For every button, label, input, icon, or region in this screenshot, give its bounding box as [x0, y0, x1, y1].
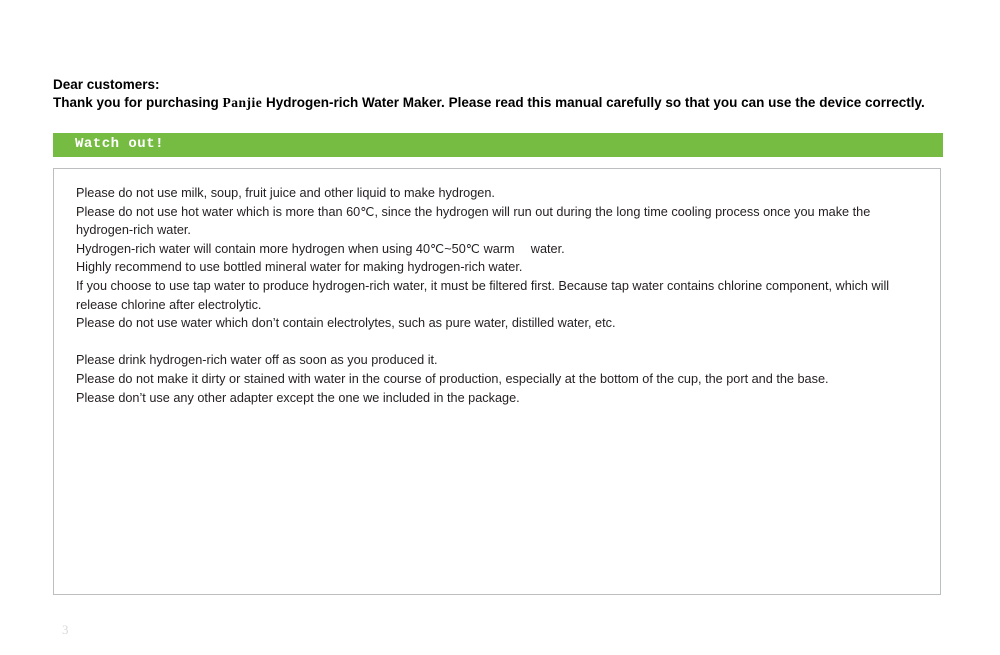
watch-out-label: Watch out! [75, 136, 165, 152]
list-item: Please do not make it dirty or stained with water in the course of production, especially at the bottom of the cup, the port and the base. [76, 371, 829, 386]
notes-panel [53, 168, 941, 595]
list-item: If you choose to use tap water to produce hydrogen-rich water, it must be filtered first. Because tap water contains chlorine component, which will release chlorine after electrolytic. [76, 278, 890, 312]
list-item: Please do not use water which don’t contain electrolytes, such as pure water, distilled water, etc. [76, 316, 616, 331]
notes-list [76, 184, 922, 407]
greeting-body [53, 94, 943, 112]
greeting-body-post: Hydrogen-rich Water Maker. Please read this manual carefully so that you can use the device correctly. [262, 94, 925, 110]
greeting-body-pre: Thank you for purchasing [53, 94, 223, 110]
list-item: Highly recommend to use bottled mineral water for making hydrogen-rich water. [76, 260, 523, 275]
list-item: Please don’t use any other adapter except the one we included in the package. [76, 390, 520, 405]
list-item: Please do not use hot water which is more than 60℃, since the hydrogen will run out during the long time cooling process once you make the hydrogen-rich water. [76, 204, 871, 238]
greeting-title: Dear customers: [53, 77, 160, 92]
list-item: Hydrogen-rich water will contain more hydrogen when using 40℃~50℃ warm water. [76, 241, 565, 256]
list-item: Please do not use milk, soup, fruit juice and other liquid to make hydrogen. [76, 186, 495, 200]
page-number: 3 [62, 622, 69, 637]
watch-out-banner [53, 133, 943, 157]
greeting-block [53, 76, 943, 111]
brand-name: Panjie [222, 94, 263, 110]
list-item: Please drink hydrogen-rich water off as soon as you produced it. [76, 353, 438, 368]
